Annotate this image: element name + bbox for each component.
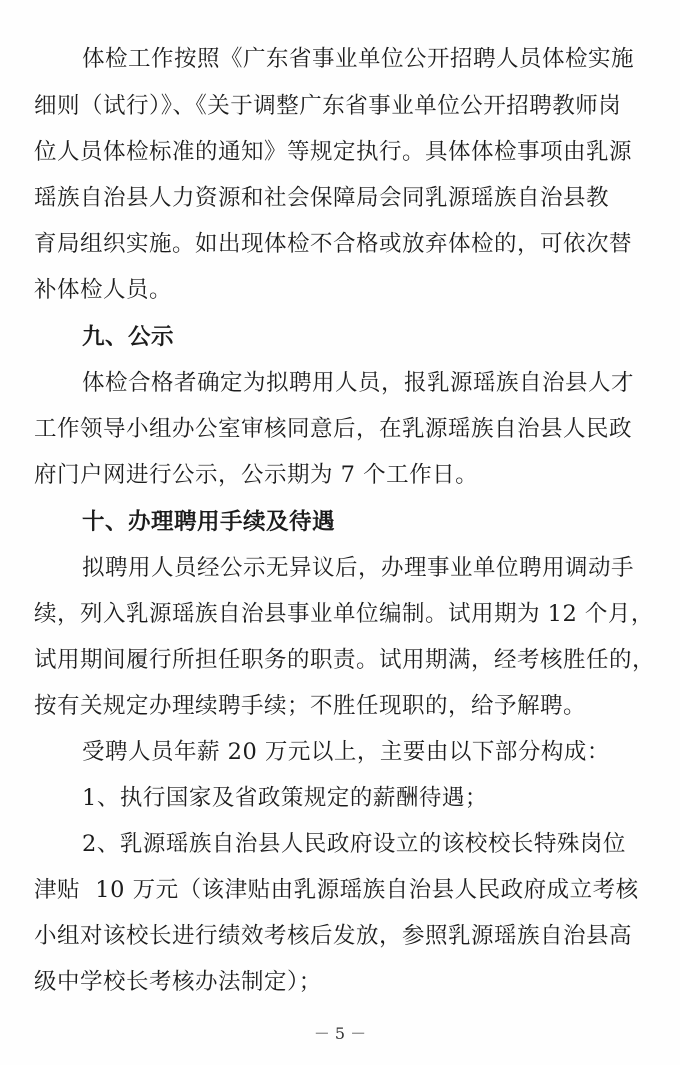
section-heading: 九、公示 (82, 324, 175, 350)
paragraph-line: 拟聘用人员经公示无异议后，办理事业单位聘用调动手 (82, 555, 635, 581)
paragraph-line: 府门户网进行公示，公示期为 7 个工作日。 (34, 462, 479, 488)
section-heading: 十、办理聘用手续及待遇 (82, 509, 336, 535)
paragraph-line: 体检合格者确定为拟聘用人员，报乳源瑶族自治县人才 (82, 370, 635, 396)
paragraph-line: 位人员体检标准的通知》等规定执行。具体体检事项由乳源 (34, 139, 633, 165)
paragraph-line: 补体检人员。 (34, 277, 173, 303)
paragraph-line: 细则（试行）》、《关于调整广东省事业单位公开招聘教师岗 (34, 93, 622, 119)
paragraph-line: 工作领导小组办公室审核同意后，在乳源瑶族自治县人民政 (34, 416, 633, 442)
paragraph-line: 续，列入乳源瑶族自治县事业单位编制。试用期为 12 个月， (34, 601, 654, 627)
list-item: 1、执行国家及省政策规定的薪酬待遇； (82, 785, 488, 811)
paragraph-line: 受聘人员年薪 20 万元以上，主要由以下部分构成： (82, 739, 610, 765)
paragraph-line: 按有关规定办理续聘手续；不胜任现职的，给予解聘。 (34, 693, 587, 719)
list-item: 2、乳源瑶族自治县人民政府设立的该校校长特殊岗位 (82, 831, 626, 857)
page-number: － 5 － (313, 1024, 367, 1043)
paragraph-line: 级中学校长考核办法制定）； (34, 969, 322, 995)
paragraph-line: 育局组织实施。如出现体检不合格或放弃体检的，可依次替 (34, 231, 633, 257)
paragraph-line: 试用期间履行所担任职务的职责。试用期满，经考核胜任的， (34, 647, 656, 673)
paragraph-line: 体检工作按照《广东省事业单位公开招聘人员体检实施 (82, 46, 635, 72)
paragraph-line: 津贴 10 万元（该津贴由乳源瑶族自治县人民政府成立考核 (34, 877, 639, 903)
paragraph-line: 小组对该校长进行绩效考核后发放，参照乳源瑶族自治县高 (34, 923, 633, 949)
paragraph-line: 瑶族自治县人力资源和社会保障局会同乳源瑶族自治县教 (34, 185, 610, 211)
